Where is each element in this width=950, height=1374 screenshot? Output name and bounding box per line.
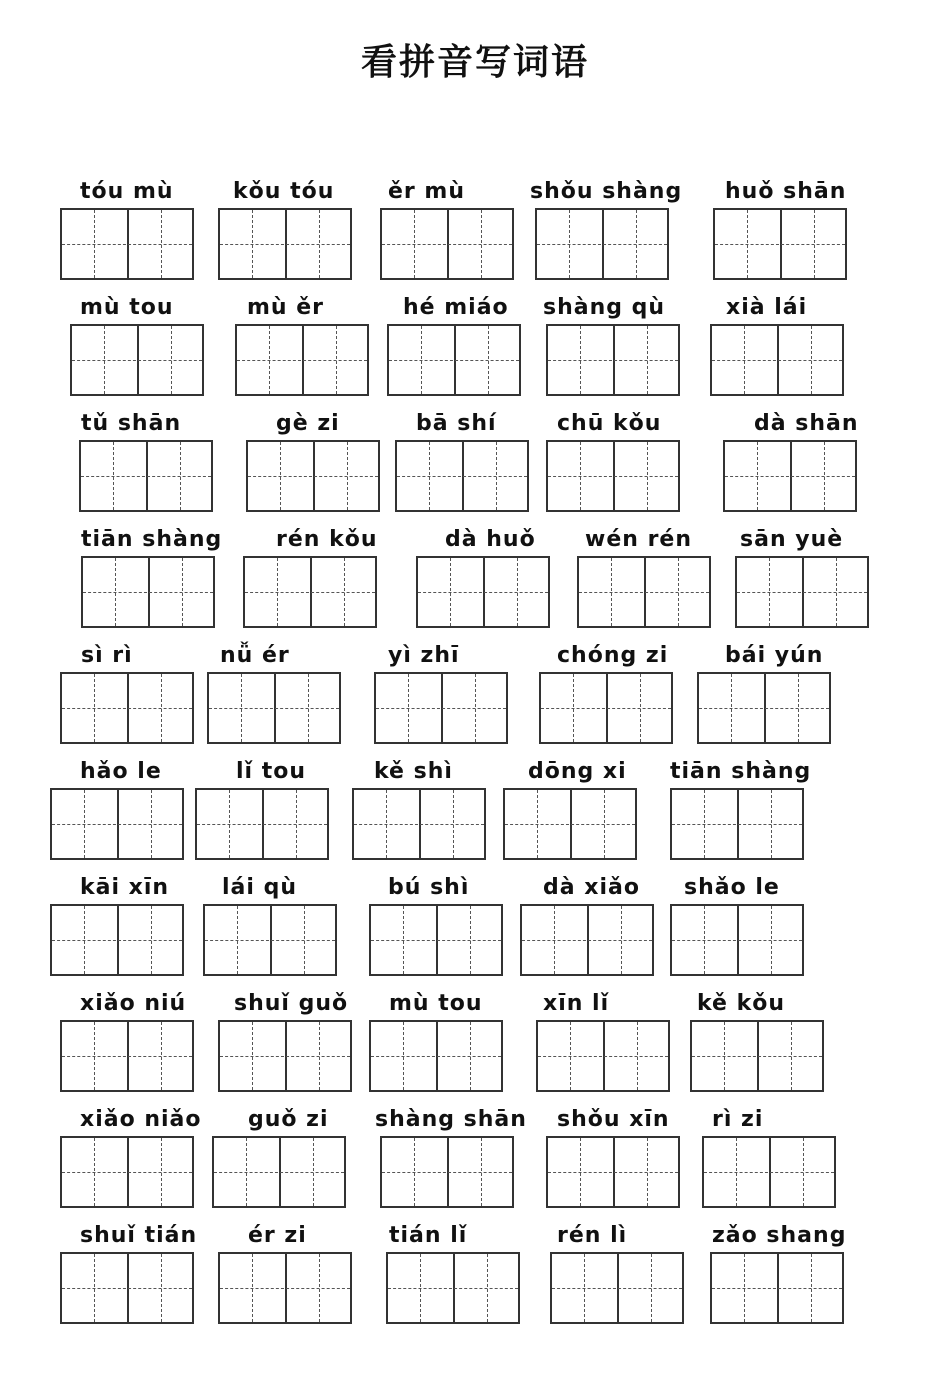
grid-guide-line (611, 558, 612, 626)
grid-guide-line (241, 674, 242, 742)
writing-grid[interactable] (550, 1252, 684, 1324)
grid-guide-line (319, 210, 320, 278)
pinyin-label: shǎo le (684, 875, 780, 900)
grid-guide-line (296, 790, 297, 858)
grid-guide-line (414, 1138, 415, 1206)
pinyin-label: yì zhī (388, 643, 460, 668)
grid-guide-line (84, 906, 85, 974)
writing-grid[interactable] (203, 904, 337, 976)
writing-grid[interactable] (503, 788, 637, 860)
grid-guide-line (237, 906, 238, 974)
pinyin-label: hé miáo (403, 295, 509, 320)
grid-guide-line (371, 1056, 501, 1057)
writing-grid[interactable] (536, 1020, 670, 1092)
writing-grid[interactable] (723, 440, 857, 512)
writing-grid[interactable] (352, 788, 486, 860)
grid-guide-line (636, 210, 637, 278)
grid-guide-line (277, 558, 278, 626)
pinyin-label: shàng shān (375, 1107, 527, 1132)
grid-guide-line (104, 326, 105, 394)
grid-guide-line (245, 592, 375, 593)
pinyin-label: dà xiǎo (543, 875, 640, 900)
grid-guide-line (115, 558, 116, 626)
grid-guide-line (209, 708, 339, 709)
grid-guide-line (171, 326, 172, 394)
grid-guide-line (672, 940, 802, 941)
grid-guide-line (62, 1172, 192, 1173)
pinyin-label: kě kǒu (697, 991, 786, 1016)
grid-guide-line (94, 1254, 95, 1322)
grid-guide-line (382, 1172, 512, 1173)
grid-guide-line (522, 940, 652, 941)
writing-grid[interactable] (546, 324, 680, 396)
grid-guide-line (470, 1022, 471, 1090)
grid-guide-line (382, 244, 512, 245)
grid-guide-line (736, 1138, 737, 1206)
grid-guide-line (692, 1056, 822, 1057)
pinyin-label: xià lái (726, 295, 808, 320)
grid-guide-line (376, 708, 506, 709)
grid-guide-line (161, 674, 162, 742)
grid-guide-line (811, 326, 812, 394)
grid-guide-line (313, 1138, 314, 1206)
grid-guide-line (269, 326, 270, 394)
writing-grid[interactable] (246, 440, 380, 512)
pinyin-label: xiǎo niǎo (80, 1107, 202, 1132)
grid-guide-line (304, 906, 305, 974)
writing-grid[interactable] (535, 208, 669, 280)
grid-guide-line (389, 360, 519, 361)
grid-guide-line (220, 1288, 350, 1289)
writing-grid[interactable] (60, 208, 194, 280)
grid-guide-line (421, 326, 422, 394)
grid-guide-line (453, 790, 454, 858)
pinyin-label: mù tou (389, 991, 483, 1016)
pinyin-label: shàng qù (543, 295, 666, 320)
writing-grid[interactable] (70, 324, 204, 396)
grid-guide-line (836, 558, 837, 626)
pinyin-label: hǎo le (80, 759, 162, 784)
grid-guide-line (791, 1022, 792, 1090)
grid-guide-line (161, 1138, 162, 1206)
grid-guide-line (715, 244, 845, 245)
writing-grid[interactable] (218, 1020, 352, 1092)
writing-grid[interactable] (710, 324, 844, 396)
writing-grid[interactable] (195, 788, 329, 860)
grid-guide-line (481, 210, 482, 278)
grid-guide-line (580, 326, 581, 394)
grid-guide-line (62, 1288, 192, 1289)
writing-grid[interactable] (546, 1136, 680, 1208)
grid-guide-line (429, 442, 430, 510)
pinyin-label: guǒ zi (248, 1107, 329, 1132)
pinyin-label: lǐ tou (236, 759, 307, 784)
grid-guide-line (62, 244, 192, 245)
grid-guide-line (537, 790, 538, 858)
grid-guide-line (252, 1022, 253, 1090)
grid-guide-line (704, 1172, 834, 1173)
grid-guide-line (308, 674, 309, 742)
grid-guide-line (725, 476, 855, 477)
pinyin-label: chóng zi (557, 643, 669, 668)
grid-guide-line (470, 906, 471, 974)
pinyin-label: wén rén (585, 527, 692, 552)
grid-guide-line (570, 1022, 571, 1090)
grid-guide-line (420, 1254, 421, 1322)
grid-guide-line (724, 1022, 725, 1090)
grid-guide-line (94, 1022, 95, 1090)
grid-guide-line (744, 1254, 745, 1322)
writing-grid[interactable] (81, 556, 215, 628)
writing-grid[interactable] (395, 440, 529, 512)
grid-guide-line (94, 674, 95, 742)
pinyin-label: bā shí (416, 411, 497, 436)
grid-guide-line (161, 1254, 162, 1322)
pinyin-label: tiān shàng (670, 759, 812, 784)
pinyin-label: huǒ shān (725, 179, 847, 204)
grid-guide-line (151, 790, 152, 858)
grid-guide-line (280, 442, 281, 510)
grid-guide-line (771, 790, 772, 858)
grid-guide-line (205, 940, 335, 941)
writing-grid[interactable] (702, 1136, 836, 1208)
grid-guide-line (678, 558, 679, 626)
writing-grid[interactable] (374, 672, 508, 744)
grid-guide-line (214, 1172, 344, 1173)
grid-guide-line (579, 592, 709, 593)
writing-grid[interactable] (218, 208, 352, 280)
writing-grid[interactable] (218, 1252, 352, 1324)
writing-grid[interactable] (710, 1252, 844, 1324)
grid-guide-line (672, 824, 802, 825)
writing-grid[interactable] (697, 672, 831, 744)
grid-guide-line (248, 476, 378, 477)
pinyin-label: tǔ shān (81, 411, 182, 436)
grid-guide-line (604, 790, 605, 858)
grid-guide-line (319, 1254, 320, 1322)
grid-guide-line (538, 1056, 668, 1057)
grid-guide-line (403, 1022, 404, 1090)
pinyin-label: ěr mù (388, 179, 466, 204)
grid-guide-line (647, 326, 648, 394)
grid-guide-line (699, 708, 829, 709)
grid-guide-line (548, 1172, 678, 1173)
grid-guide-line (84, 790, 85, 858)
grid-guide-line (237, 360, 367, 361)
pinyin-label: shuǐ tián (80, 1223, 198, 1248)
pinyin-label: ér zi (248, 1223, 307, 1248)
grid-guide-line (517, 558, 518, 626)
grid-guide-line (81, 476, 211, 477)
grid-guide-line (371, 940, 501, 941)
grid-guide-line (737, 592, 867, 593)
pinyin-label: shǒu xīn (557, 1107, 670, 1132)
grid-guide-line (771, 906, 772, 974)
pinyin-label: bái yún (725, 643, 824, 668)
grid-guide-line (580, 442, 581, 510)
grid-guide-line (573, 674, 574, 742)
grid-guide-line (386, 790, 387, 858)
grid-guide-line (651, 1254, 652, 1322)
pinyin-label: sì rì (81, 643, 133, 668)
grid-guide-line (397, 476, 527, 477)
grid-guide-line (548, 360, 678, 361)
grid-guide-line (388, 1288, 518, 1289)
grid-guide-line (569, 210, 570, 278)
writing-grid[interactable] (60, 1020, 194, 1092)
writing-grid[interactable] (690, 1020, 824, 1092)
pinyin-label: kě shì (374, 759, 453, 784)
grid-guide-line (336, 326, 337, 394)
pinyin-label: dà shān (754, 411, 859, 436)
pinyin-label: kāi xīn (80, 875, 170, 900)
pinyin-label: lái qù (222, 875, 297, 900)
grid-guide-line (354, 824, 484, 825)
grid-guide-line (824, 442, 825, 510)
writing-grid[interactable] (60, 1252, 194, 1324)
grid-guide-line (246, 1138, 247, 1206)
grid-guide-line (344, 558, 345, 626)
grid-guide-line (621, 906, 622, 974)
writing-grid[interactable] (416, 556, 550, 628)
writing-grid[interactable] (60, 1136, 194, 1208)
grid-guide-line (161, 210, 162, 278)
grid-guide-line (712, 360, 842, 361)
pinyin-label: shǒu shàng (530, 179, 683, 204)
pinyin-label: rì zi (712, 1107, 764, 1132)
grid-guide-line (757, 442, 758, 510)
grid-guide-line (814, 210, 815, 278)
grid-guide-line (548, 476, 678, 477)
pinyin-label: sān yuè (740, 527, 844, 552)
writing-grid[interactable] (380, 208, 514, 280)
grid-guide-line (537, 244, 667, 245)
writing-grid[interactable] (380, 1136, 514, 1208)
writing-grid[interactable] (713, 208, 847, 280)
grid-guide-line (220, 244, 350, 245)
pinyin-label: shuǐ guǒ (234, 991, 349, 1016)
grid-guide-line (803, 1138, 804, 1206)
grid-guide-line (450, 558, 451, 626)
grid-guide-line (488, 326, 489, 394)
pinyin-label: tóu mù (80, 179, 174, 204)
writing-grid[interactable] (546, 440, 680, 512)
writing-grid[interactable] (50, 904, 184, 976)
grid-guide-line (197, 824, 327, 825)
writing-grid[interactable] (212, 1136, 346, 1208)
grid-guide-line (151, 906, 152, 974)
grid-guide-line (640, 674, 641, 742)
grid-guide-line (182, 558, 183, 626)
writing-grid[interactable] (235, 324, 369, 396)
writing-grid[interactable] (520, 904, 654, 976)
grid-guide-line (580, 1138, 581, 1206)
grid-guide-line (704, 790, 705, 858)
grid-guide-line (72, 360, 202, 361)
grid-guide-line (161, 1022, 162, 1090)
grid-guide-line (94, 210, 95, 278)
grid-guide-line (731, 674, 732, 742)
grid-guide-line (487, 1254, 488, 1322)
grid-guide-line (554, 906, 555, 974)
writing-grid[interactable] (387, 324, 521, 396)
pinyin-label: mù ěr (247, 295, 325, 320)
grid-guide-line (180, 442, 181, 510)
pinyin-label: mù tou (80, 295, 174, 320)
grid-guide-line (647, 442, 648, 510)
pinyin-label: nǚ ér (220, 643, 290, 668)
writing-grid[interactable] (577, 556, 711, 628)
grid-guide-line (83, 592, 213, 593)
grid-guide-line (552, 1288, 682, 1289)
pinyin-label: xīn lǐ (543, 991, 610, 1016)
grid-guide-line (769, 558, 770, 626)
grid-guide-line (418, 592, 548, 593)
pinyin-label: rén lì (557, 1223, 628, 1248)
pinyin-label: rén kǒu (276, 527, 378, 552)
grid-guide-line (637, 1022, 638, 1090)
grid-guide-line (229, 790, 230, 858)
pinyin-label: bú shì (388, 875, 470, 900)
grid-guide-line (647, 1138, 648, 1206)
writing-grid[interactable] (243, 556, 377, 628)
pinyin-label: gè zi (276, 411, 340, 436)
grid-guide-line (414, 210, 415, 278)
grid-guide-line (496, 442, 497, 510)
pinyin-label: tiān shàng (81, 527, 223, 552)
pinyin-label: dōng xi (528, 759, 627, 784)
grid-guide-line (113, 442, 114, 510)
writing-grid[interactable] (369, 904, 503, 976)
grid-guide-line (704, 906, 705, 974)
grid-guide-line (403, 906, 404, 974)
pinyin-label: chū kǒu (557, 411, 662, 436)
pinyin-label: zǎo shang (712, 1223, 847, 1248)
grid-guide-line (747, 210, 748, 278)
grid-guide-line (481, 1138, 482, 1206)
grid-guide-line (252, 210, 253, 278)
grid-guide-line (541, 708, 671, 709)
writing-grid[interactable] (386, 1252, 520, 1324)
grid-guide-line (798, 674, 799, 742)
grid-guide-line (744, 326, 745, 394)
grid-guide-line (584, 1254, 585, 1322)
grid-guide-line (62, 1056, 192, 1057)
grid-guide-line (505, 824, 635, 825)
writing-grid[interactable] (670, 788, 804, 860)
grid-guide-line (94, 1138, 95, 1206)
page-title: 看拼音写词语 (360, 42, 589, 83)
grid-guide-line (811, 1254, 812, 1322)
grid-guide-line (220, 1056, 350, 1057)
grid-guide-line (62, 708, 192, 709)
grid-guide-line (475, 674, 476, 742)
writing-grid[interactable] (670, 904, 804, 976)
grid-guide-line (347, 442, 348, 510)
grid-guide-line (408, 674, 409, 742)
grid-guide-line (712, 1288, 842, 1289)
writing-grid[interactable] (50, 788, 184, 860)
pinyin-label: kǒu tóu (233, 179, 335, 204)
grid-guide-line (252, 1254, 253, 1322)
grid-guide-line (52, 940, 182, 941)
pinyin-label: dà huǒ (445, 527, 536, 552)
grid-guide-line (319, 1022, 320, 1090)
grid-guide-line (52, 824, 182, 825)
writing-grid[interactable] (207, 672, 341, 744)
writing-grid[interactable] (539, 672, 673, 744)
pinyin-label: xiǎo niú (80, 991, 187, 1016)
writing-grid[interactable] (60, 672, 194, 744)
writing-grid[interactable] (735, 556, 869, 628)
writing-grid[interactable] (369, 1020, 503, 1092)
writing-grid[interactable] (79, 440, 213, 512)
pinyin-label: tián lǐ (389, 1223, 468, 1248)
